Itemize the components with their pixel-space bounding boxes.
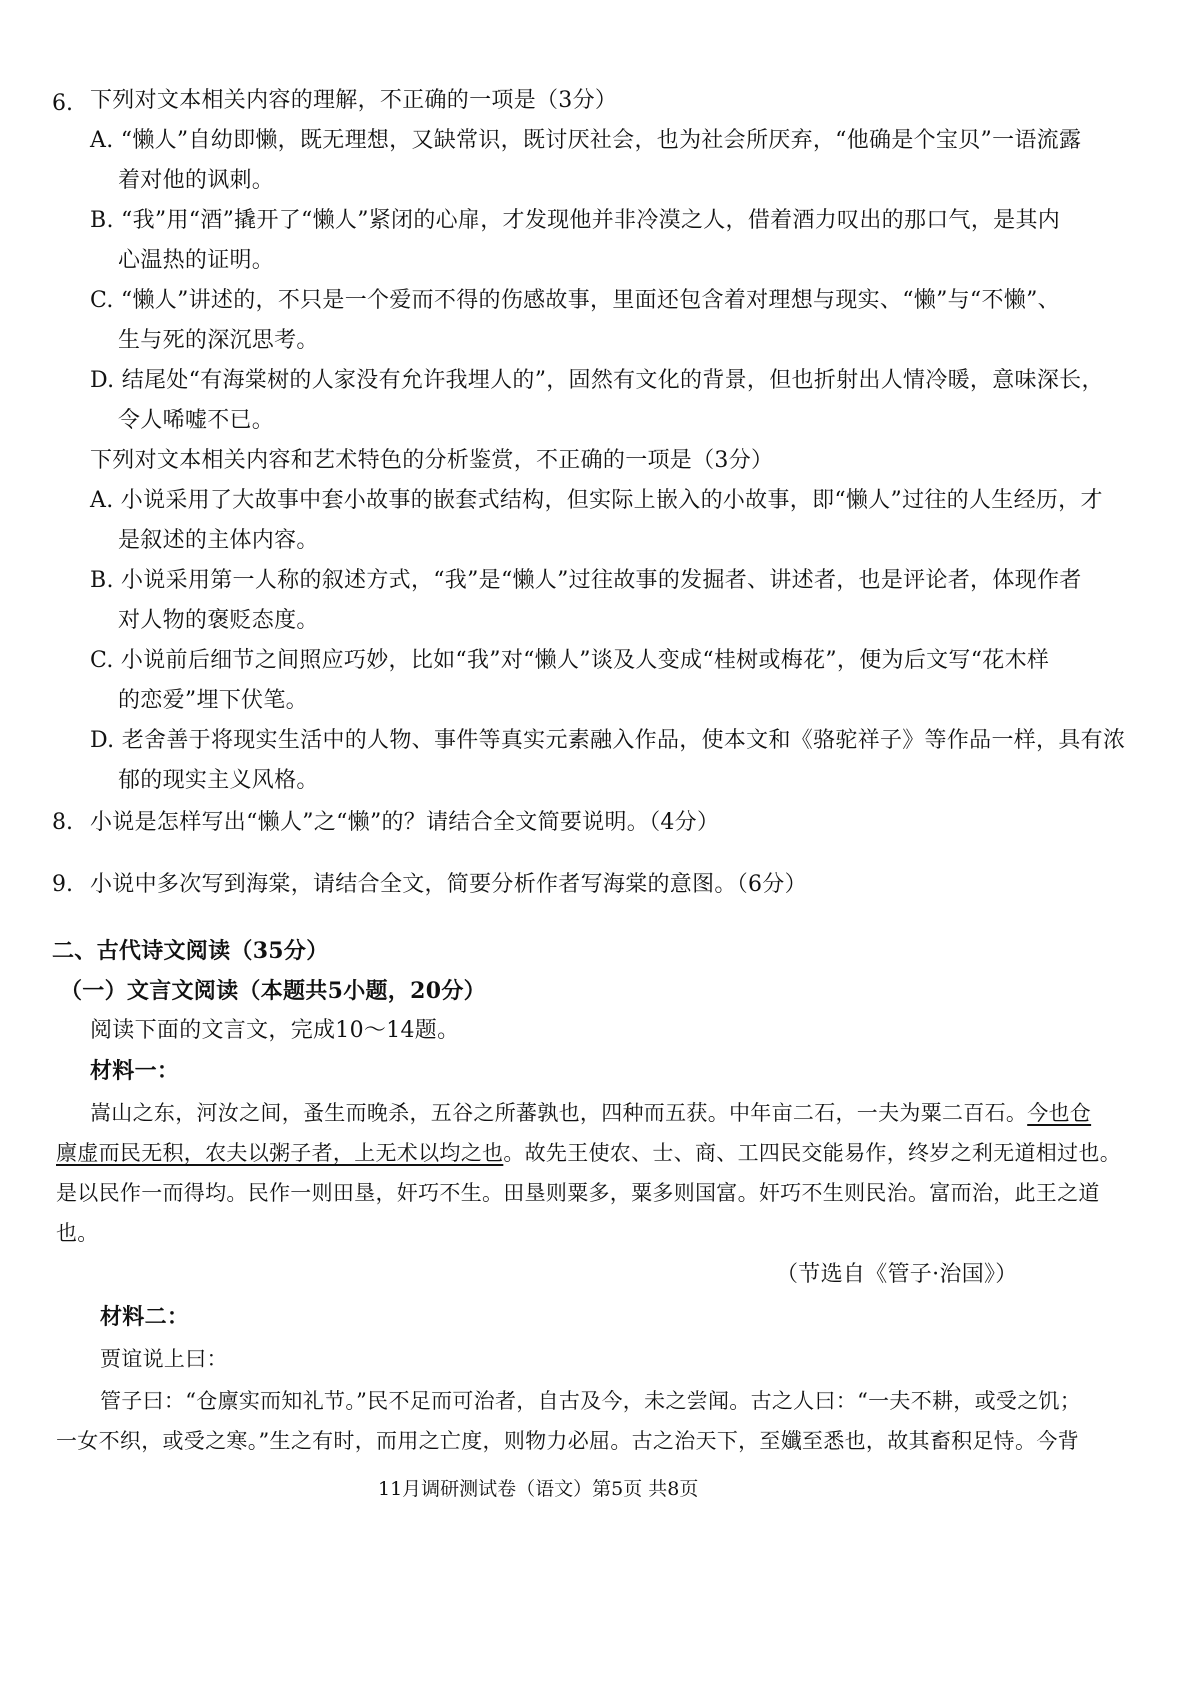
material-2-line-2: 管子曰：“仓廪实而知礼节。”民不足而可治者，自古及今，未之尝闻。古之人曰：“一夫不耕，或受之饥； [100, 1389, 1082, 1413]
question-7-option-a-line2: 是叙述的主体内容。 [118, 528, 319, 553]
material-1-label: 材料一： [90, 1058, 180, 1084]
question-7-option-b-line2: 对人物的褒贬态度。 [118, 608, 319, 633]
question-9-text: 小说中多次写到海棠，请结合全文，简要分析作者写海棠的意图。（6分） [90, 872, 807, 897]
question-6-option-d-line2: 令人唏嘘不已。 [118, 408, 275, 433]
question-6-option-b-line2: 心温热的证明。 [118, 248, 275, 273]
question-7-option-c-line1: C. 小说前后细节之间照应巧妙，比如“我”对“懒人”谈及人变成“桂树或梅花”，便为后文写“花木样 [90, 648, 1050, 673]
section-2-subtitle: （一）文言文阅读（本题共5小题，20分） [60, 978, 486, 1004]
question-6-option-b-line1: B. “我”用“酒”撬开了“懒人”紧闭的心扉，才发现他并非冷漠之人，借着酒力叹出的那口气，是其内 [90, 208, 1061, 233]
material-1-underlined-sentence: 廪虚而民无积，农夫以粥子者，上无术以均之也 [56, 1141, 504, 1165]
material-2-line-3: 一女不织，或受之寒。”生之有时，而用之亡度，则物力必屈。古之治天下，至孅至悉也，故其畜积足恃。今背 [56, 1429, 1079, 1453]
question-7-option-d-line1: D. 老舍善于将现实生活中的人物、事件等真实元素融入作品，使本文和《骆驼祥子》等作品一样，具有浓 [90, 728, 1126, 753]
material-1-line-4: 也。 [56, 1221, 99, 1245]
question-6-number: 6. [52, 91, 73, 116]
question-6-option-a-line2: 着对他的讽刺。 [118, 168, 275, 193]
material-2-label: 材料二： [100, 1304, 190, 1330]
question-7-option-d-line2: 郁的现实主义风格。 [118, 768, 319, 793]
question-7-stem: 下列对文本相关内容和艺术特色的分析鉴赏，不正确的一项是（3分） [90, 448, 774, 473]
material-1-line-3: 是以民作一而得均。民作一则田垦，奸巧不生。田垦则粟多，粟多则国富。奸巧不生则民治。富而治，此王之道 [56, 1181, 1100, 1205]
section-2-instruction: 阅读下面的文言文，完成10～14题。 [90, 1018, 460, 1043]
question-6-option-c-line1: C. “懒人”讲述的，不只是一个爱而不得的伤感故事，里面还包含着对理想与现实、“懒”与“不懒”、 [90, 288, 1060, 313]
material-1-line-2 [56, 1138, 1121, 1168]
question-6-option-d-line1: D. 结尾处“有海棠树的人家没有允许我埋人的”，固然有文化的背景，但也折射出人情冷暖，意味深长， [90, 368, 1104, 393]
material-2-line-1: 贾谊说上曰： [100, 1347, 228, 1371]
question-6-stem: 下列对文本相关内容的理解，不正确的一项是（3分） [90, 88, 618, 113]
material-1-line-1-text: 嵩山之东，河汝之间，蚤生而晚杀，五谷之所蕃孰也，四种而五获。中年亩二石，一夫为粟二百石。 [90, 1101, 1028, 1125]
material-1-line-2-text: 。故先王使农、士、商、工四民交能易作，终岁之利无道相过也。 [503, 1141, 1122, 1165]
material-1-line-1 [90, 1098, 1091, 1128]
question-8-number: 8. [52, 810, 73, 835]
material-1-underlined-start: 今也仓 [1027, 1101, 1092, 1125]
material-1-source: （节选自《管子·治国》） [776, 1262, 1018, 1287]
question-7-option-a-line1: A. 小说采用了大故事中套小故事的嵌套式结构，但实际上嵌入的小故事，即“懒人”过往的人生经历，才 [90, 488, 1103, 513]
question-7-option-b-line1: B. 小说采用第一人称的叙述方式，“我”是“懒人”过往故事的发掘者、讲述者，也是评论者，体现作者 [90, 568, 1082, 593]
section-2-title: 二、古代诗文阅读（35分） [52, 938, 329, 964]
question-9-number: 9. [52, 872, 73, 897]
question-8-text: 小说是怎样写出“懒人”之“懒”的？请结合全文简要说明。（4分） [90, 810, 720, 835]
question-6-option-a-line1: A. “懒人”自幼即懒，既无理想，又缺常识，既讨厌社会，也为社会所厌弃，“他确是个宝贝”一语流露 [90, 128, 1082, 153]
question-6-option-c-line2: 生与死的深沉思考。 [118, 328, 319, 353]
question-7-option-c-line2: 的恋爱”埋下伏笔。 [118, 688, 308, 713]
page-footer: 11月调研测试卷（语文）第5页 共8页 [378, 1478, 699, 1500]
